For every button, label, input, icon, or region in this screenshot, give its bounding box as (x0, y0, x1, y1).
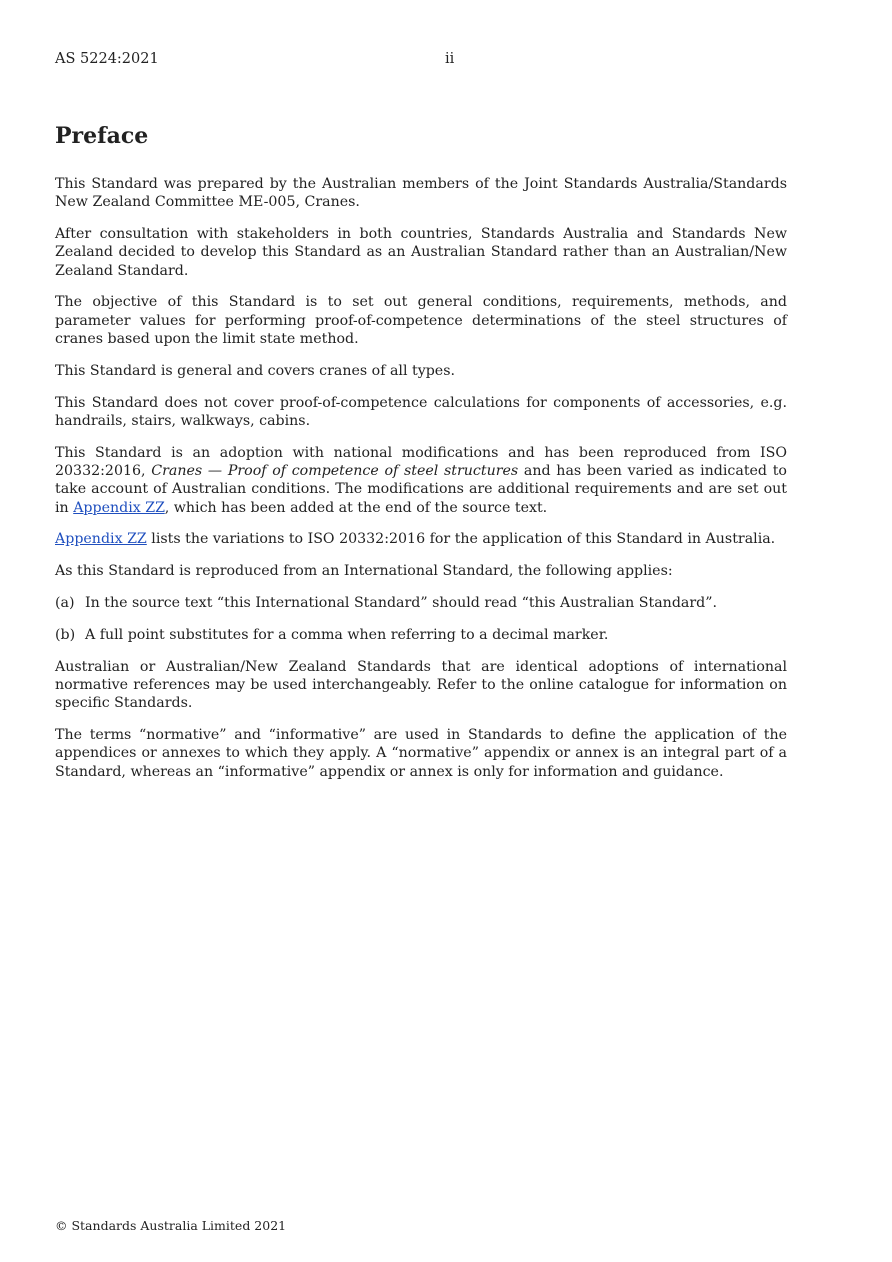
paragraph-5: This Standard does not cover proof-of-competence calculations for components of accessories, e.g. handrails, stairs, walkways, cabins. (55, 394, 787, 429)
paragraph-8: As this Standard is reproduced from an International Standard, the following applies: (55, 563, 673, 580)
list-item-b (55, 626, 787, 644)
paragraph-3: The objective of this Standard is to set out general conditions, requirements, methods, and parameter values for performing proof-of-competence determinations of the steel structures of cranes based upon the limit state method. (55, 294, 787, 348)
paragraph-9: Australian or Australian/New Zealand Standards that are identical adoptions of international normative references may be used interchangeably. Refer to the online catalogue for information on specific Standards. (55, 658, 787, 712)
appendix-zz-link-2[interactable]: Appendix ZZ (55, 531, 147, 548)
paragraph-6-text-c: , which has been added at the end of the source text. (164, 499, 548, 516)
appendix-zz-link[interactable]: Appendix ZZ (73, 499, 165, 516)
paragraph-6-text-b: and has been varied as indicated to take account of Australian conditions. The modifications are additional requirements and are set out in (55, 463, 787, 516)
page-number: ii (445, 51, 455, 67)
list-item-text: A full point substitutes for a comma when referring to a decimal marker. (85, 626, 609, 643)
preface-body (55, 175, 787, 794)
paragraph-6 (55, 444, 787, 517)
paragraph-7-text: lists the variations to ISO 20332:2016 for the application of this Standard in Australia. (146, 531, 776, 548)
document-id: AS 5224:2021 (55, 51, 159, 67)
paragraph-6-text-a: This Standard is an adoption with national modifications and has been reproduced from ISO 20332:2016, (55, 444, 787, 480)
paragraph-7 (55, 530, 787, 548)
copyright-footer: © Standards Australia Limited 2021 (55, 1218, 287, 1233)
page-header (55, 51, 787, 71)
paragraph-4: This Standard is general and covers cranes of all types. (55, 362, 455, 379)
list-marker: (b) (55, 626, 76, 643)
paragraph-10: The terms “normative” and “informative” are used in Standards to define the application of the appendices or annexes to which they apply. A “normative” appendix or annex is an integral part of a Standard, whereas an “informative” appendix or annex is only for information and guidance. (55, 727, 787, 780)
list-item-a (55, 594, 787, 612)
paragraph-2: After consultation with stakeholders in both countries, Standards Australia and Standards New Zealand decided to develop this Standard as an Australian Standard rather than an Australian/New Zealand Standard. (55, 226, 787, 279)
page-title: Preface (55, 123, 149, 149)
paragraph-1: This Standard was prepared by the Australian members of the Joint Standards Australia/Standards New Zealand Committee ME-005, Cranes. (55, 176, 787, 211)
list-marker: (a) (55, 595, 75, 612)
list-item-text: In the source text “this International Standard” should read “this Australian Standard”. (85, 595, 717, 612)
source-standard-title: Cranes — Proof of competence of steel structures (151, 463, 519, 480)
